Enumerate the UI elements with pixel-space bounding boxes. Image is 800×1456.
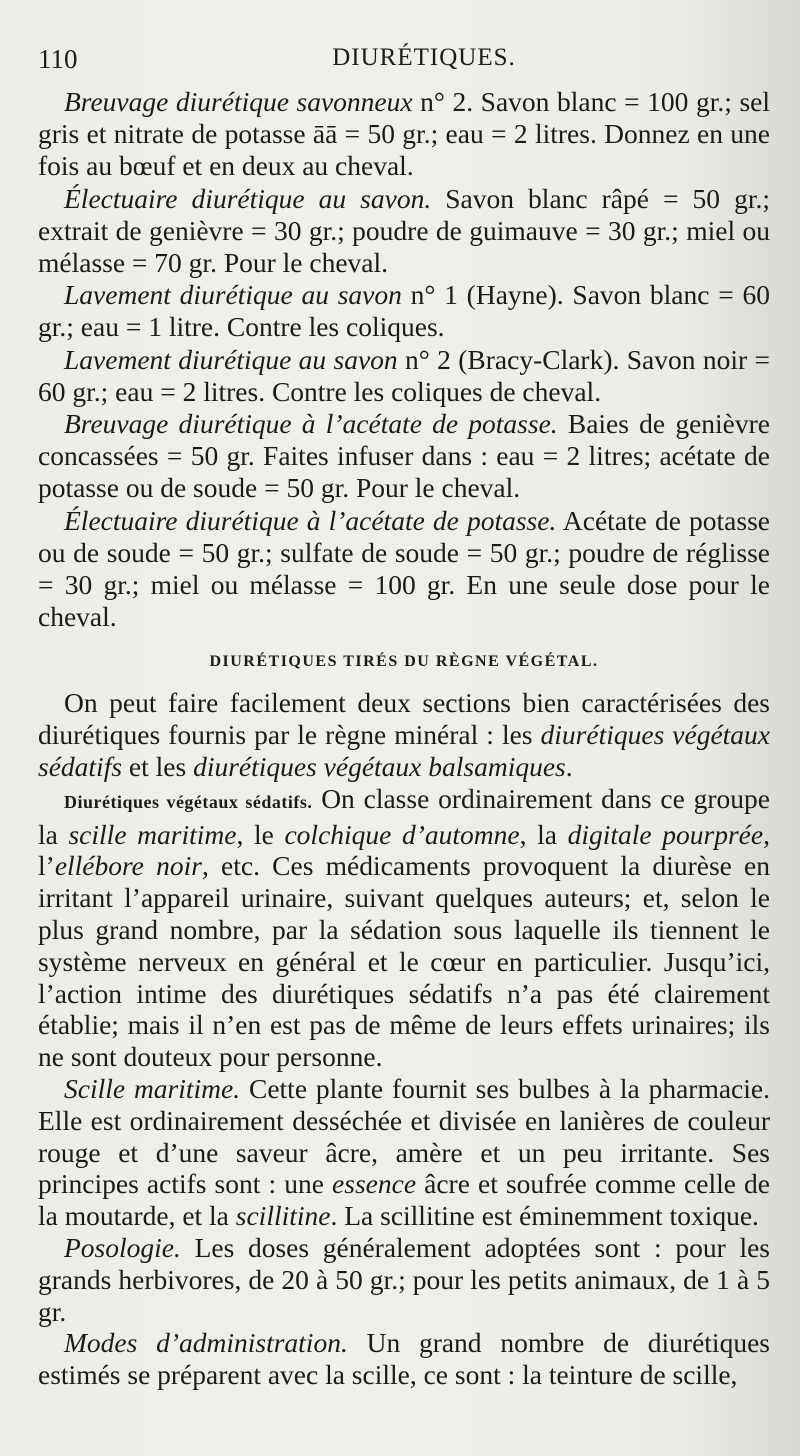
italic-term: diurétiques végétaux sédatifs — [38, 719, 771, 783]
intro-paragraph — [38, 687, 770, 782]
runin-heading: Diurétiques végétaux sédatifs. — [64, 791, 313, 812]
sedatifs-paragraph — [38, 783, 770, 1073]
recipe-text: n° 2. Savon blanc = 100 gr.; sel gris et nitrate de potasse āā = 50 gr.; eau = 2 litres. Donnez en une fois au bœuf et en deux au cheval. — [38, 86, 771, 182]
recipe-title: Breuvage diurétique à l’acétate de potasse. — [64, 408, 558, 440]
italic-term: scillitine — [235, 1200, 331, 1232]
vegetal-section — [38, 687, 770, 1391]
italic-heading: Modes d’administration. — [64, 1327, 348, 1359]
page-number: 110 — [38, 44, 78, 74]
body-text: On classe ordinairement dans ce groupe la — [38, 782, 770, 850]
body-text: , la — [519, 818, 568, 850]
italic-heading: Scille maritime. — [64, 1073, 241, 1105]
italic-heading: Posologie. — [64, 1232, 181, 1263]
body-text: et les — [122, 751, 194, 783]
body-text: Les doses généralement adoptées sont : pour les grands herbivores, de 20 à 50 gr.; pour les petits animaux, de 1 à 5 gr. — [38, 1232, 770, 1327]
recipe-paragraph — [38, 183, 770, 280]
recipe-title: Lavement diurétique au savon — [64, 343, 398, 375]
italic-term: essence — [332, 1168, 417, 1200]
italic-term: colchique d’automne — [284, 818, 520, 850]
recipe-title: Électuaire diurétique à l’acétate de potasse. — [64, 504, 557, 536]
section-heading: DIURÉTIQUES TIRÉS DU RÈGNE VÉGÉTAL. — [209, 653, 599, 671]
recipe-title: Lavement diurétique au savon — [64, 279, 402, 311]
recipe-title: Breuvage diurétique savonneux — [64, 86, 413, 117]
recipe-text: Savon blanc râpé = 50 gr.; extrait de genièvre = 30 gr.; poudre de guimauve = 30 gr.; miel ou mélasse = 70 gr. Pour le cheval. — [38, 182, 770, 279]
body-text: Un grand nombre de diurétiques estimés se préparent avec la scille, ce sont : la teinture de scille, — [38, 1327, 770, 1391]
modes-paragraph — [38, 1327, 770, 1391]
body-text: . La scillitine est éminemment toxique. — [330, 1200, 759, 1232]
recipe-text: n° 2 (Bracy-Clark). Savon noir = 60 gr.; eau = 2 litres. Contre les coliques de cheval. — [38, 343, 770, 407]
recipe-paragraph — [38, 505, 770, 634]
recipe-title: Électuaire diurétique au savon. — [64, 182, 432, 214]
body-text: , le — [236, 818, 285, 850]
recipe-paragraph — [38, 279, 770, 343]
recipe-text: Acétate de potasse ou de soude = 50 gr.; sulfate de soude = 50 gr.; poudre de réglisse = 30 gr.; miel ou mélasse = 100 gr. En une seule dose pour le cheval. — [38, 504, 770, 633]
italic-term: scille maritime — [68, 818, 237, 850]
recipes-section — [38, 86, 770, 633]
italic-term: digitale pourprée — [567, 818, 764, 850]
body-text: . — [565, 751, 573, 783]
scille-paragraph — [38, 1073, 770, 1232]
italic-term: diurétiques végétaux balsamiques — [193, 751, 566, 783]
recipe-text: Baies de genièvre concassées = 50 gr. Faites infuser dans : eau = 2 litres; acétate de potasse ou de soude = 50 gr. Pour le cheval. — [38, 408, 770, 504]
recipe-text: n° 1 (Hayne). Savon blanc = 60 gr.; eau = 1 litre. Contre les coliques. — [38, 279, 770, 343]
page-header — [38, 30, 770, 86]
recipe-paragraph — [38, 408, 770, 505]
italic-term: ellébore noir — [54, 850, 202, 882]
body-text: Cette plante fournit ses bulbes à la pharmacie. Elle est ordinairement desséchée et divisée en lanières de couleur rouge et d’une saveur âcre, amère et un peu irritante. Ses principes actifs sont : une — [38, 1073, 770, 1200]
body-text: âcre et soufrée comme celle de la moutarde, et la — [38, 1168, 770, 1232]
recipe-paragraph — [38, 86, 770, 183]
recipe-paragraph — [38, 344, 770, 408]
running-title: DIURÉTIQUES. — [332, 44, 516, 71]
posologie-paragraph — [38, 1232, 770, 1327]
body-text: On peut faire facilement deux sections bien caractérisées des diurétiques fournis par le règne minéral : les — [38, 687, 770, 751]
body-text: , l’ — [38, 818, 770, 882]
body-text: , etc. Ces médicaments provoquent la diurèse en irritant l’appareil urinaire, suivant quelques auteurs; et, selon le plus grand nombre, par la sédation sous laquelle ils tiennent le système nerveux en général et le cœur en particulier. Jusqu’ici, l’action intime des diurétiques sédatifs n’a pas été clairement établie; mais il n’en est pas de même de leurs effets urinaires; ils ne sont douteux pour personne. — [38, 850, 771, 1073]
